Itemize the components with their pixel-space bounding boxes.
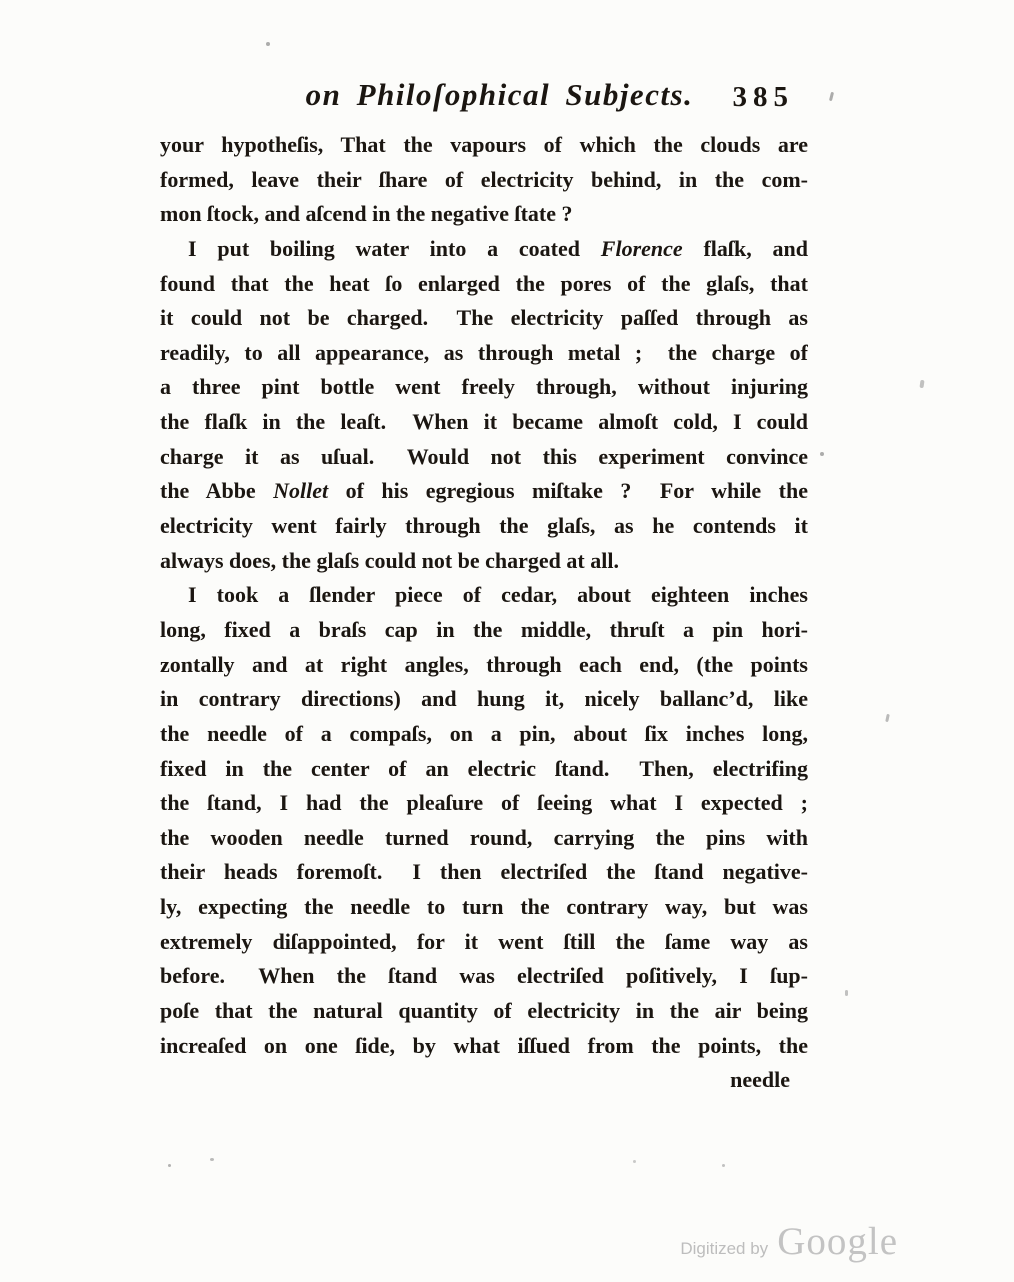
text-segment: your hypotheſis, That the vapours of which the clouds are [160, 132, 808, 157]
text-segment: the flaſk in the leaſt. When it became almoſt cold, I could [160, 409, 808, 435]
text-line [160, 994, 808, 1029]
text-segment: the ſtand, I had the pleaſure of ſeeing what I expected ; [160, 790, 808, 816]
text-segment: the Abbe [160, 478, 274, 504]
text-line [160, 509, 808, 544]
text-line [160, 128, 808, 163]
text-line [160, 890, 808, 925]
scan-speckle [168, 1164, 171, 1167]
page-body [160, 128, 808, 1098]
catchword: needle [730, 1067, 790, 1093]
text-line [160, 163, 808, 198]
google-watermark [680, 1219, 898, 1264]
text-segment: the needle of a compaſs, on a pin, about ſix inches long, [160, 720, 808, 746]
text-line [160, 855, 808, 890]
text-segment: long, fixed a braſs cap in the middle, thruſt a pin hori- [160, 616, 808, 642]
text-segment: readily, to all appearance, as through metal ; the charge of [160, 339, 808, 365]
text-line [160, 786, 808, 821]
text-line [160, 474, 808, 509]
text-line [160, 821, 808, 856]
text-line [160, 959, 808, 994]
text-line [160, 336, 808, 371]
text-line [160, 405, 808, 440]
scan-speckle [829, 92, 834, 101]
text-segment: poſe that the natural quantity of electricity in the air being [160, 998, 808, 1024]
text-line [160, 613, 808, 648]
text-segment: charge it as uſual. Would not this experiment convince [160, 443, 808, 469]
italic-text: Florence [600, 235, 683, 261]
text-line [160, 717, 808, 752]
scan-speckle [919, 380, 924, 388]
text-block [160, 77, 808, 1098]
text-line [160, 752, 808, 787]
text-lines [160, 128, 808, 1063]
text-line [160, 1029, 808, 1064]
scan-speckle [845, 990, 848, 996]
text-segment: zontally and at right angles, through each end, (the points [160, 651, 808, 677]
scan-speckle [266, 42, 270, 46]
text-line [160, 648, 808, 683]
text-line [160, 267, 808, 302]
text-line [160, 301, 808, 336]
running-title: on Philoſophical Subjects. [305, 77, 694, 112]
text-segment: I put boiling water into a coated [188, 235, 601, 261]
text-segment: electricity went fairly through the glaſs, as he contends it [160, 513, 808, 539]
page-number: 385 [732, 81, 794, 113]
text-segment: always does, the glaſs could not be charged at all. [160, 547, 619, 573]
text-segment: of his egregious miſtake ? For while the [328, 478, 808, 504]
scan-speckle [820, 452, 824, 456]
text-segment: extremely diſappointed, for it went ſtill the ſame way as [160, 928, 808, 954]
text-segment: mon ſtock, and aſcend in the negative ſtate ? [160, 201, 573, 227]
text-segment: flaſk, and [682, 235, 808, 261]
text-line [160, 232, 808, 267]
google-logo: Google [777, 1220, 898, 1263]
text-line [160, 544, 808, 579]
text-line [160, 578, 808, 613]
text-line [160, 682, 808, 717]
text-segment: it could not be charged. The electricity paſſed through as [160, 305, 808, 331]
text-segment: their heads foremoſt. I then electriſed the ſtand negative- [160, 859, 808, 885]
text-segment: formed, leave their ſhare of electricity behind, in the com- [160, 166, 808, 192]
text-segment: I took a ſlender piece of cedar, about eighteen inches [188, 582, 808, 608]
scan-speckle [210, 1158, 214, 1161]
text-segment: the wooden needle turned round, carrying the pins with [160, 824, 808, 850]
text-line [160, 197, 808, 232]
text-segment: ly, expecting the needle to turn the contrary way, but was [160, 894, 808, 920]
text-line [160, 440, 808, 475]
text-segment: before. When the ſtand was electriſed poſitively, I ſup- [160, 963, 808, 989]
text-segment: in contrary directions) and hung it, nicely ballanc’d, like [160, 686, 808, 712]
scan-speckle [633, 1160, 636, 1163]
italic-text: Nollet [273, 478, 329, 504]
scan-speckle [722, 1164, 725, 1167]
scan-speckle [885, 714, 890, 722]
text-segment: found that the heat ſo enlarged the pores of the glaſs, that [160, 270, 808, 296]
text-segment: fixed in the center of an electric ſtand. Then, electrifing [160, 755, 808, 781]
text-segment: increaſed on one ſide, by what iſſued from the points, the [160, 1032, 808, 1058]
watermark-prefix: Digitized by [680, 1239, 769, 1258]
text-line [160, 925, 808, 960]
running-header [160, 77, 808, 128]
text-line [160, 370, 808, 405]
text-segment: a three pint bottle went freely through, without injuring [160, 374, 808, 400]
